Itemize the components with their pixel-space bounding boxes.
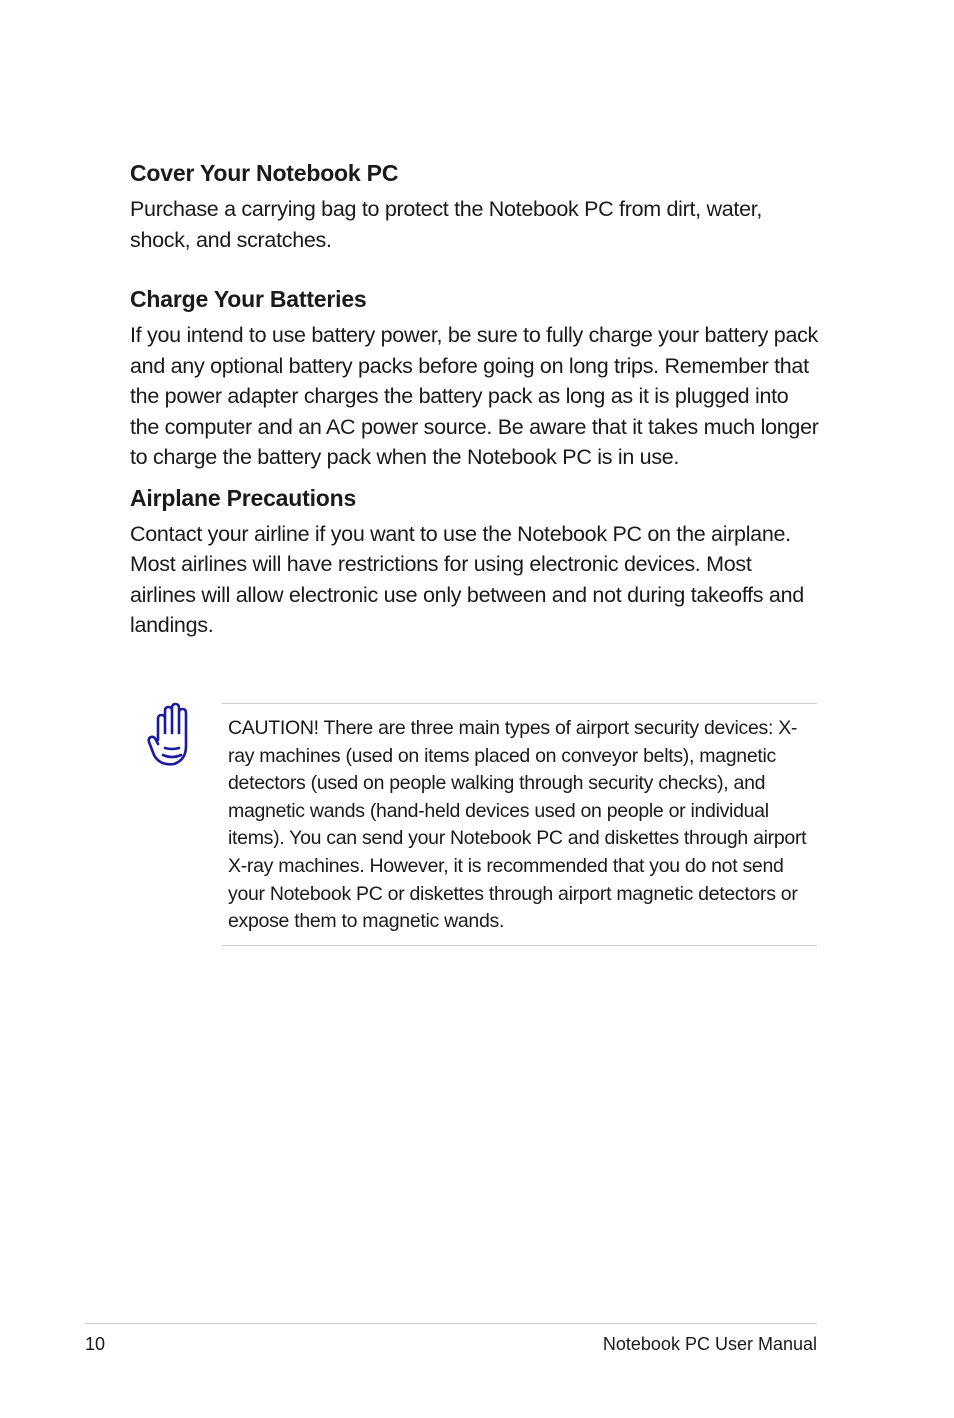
section-heading: Charge Your Batteries — [130, 286, 367, 312]
section-heading: Airplane Precautions — [130, 484, 357, 511]
caution-box — [222, 703, 817, 946]
footer-title: Notebook PC User Manual — [602, 1334, 817, 1354]
section-heading: Cover Your Notebook PC — [130, 160, 399, 186]
section-airplane-precautions — [130, 483, 820, 641]
section-cover-notebook — [130, 158, 820, 255]
main-content — [130, 158, 820, 641]
section-body: Contact your airline if you want to use the Notebook PC on the airplane. Most airlines will have restrictions for using electronic devices. Most airlines will allow electronic use only between and not during takeoffs and landings. — [130, 521, 804, 637]
section-body: If you intend to use battery power, be sure to fully charge your battery pack and any optional battery packs before going on long trips. Remember that the power adapter charges the battery pack as long as it is plugged into the computer and an AC power source. Be aware that it takes much longer to charge the battery pack when the Notebook PC is in use. — [130, 323, 819, 469]
caution-text: CAUTION! There are three main types of airport security devices: X-ray machines (used on items placed on conveyor belts), magnetic detectors (used on people walking through security checks), and magnetic wands (hand-held devices used on people or individual items). You can send your Notebook PC and diskettes through airport X-ray machines. However, it is recommended that you do not send your Notebook PC or diskettes through airport magnetic detectors or expose them to magnetic wands. — [228, 717, 807, 933]
section-body: Purchase a carrying bag to protect the Notebook PC from dirt, water, shock, and scratches. — [130, 197, 763, 252]
section-charge-batteries — [130, 284, 820, 473]
hand-stop-icon — [146, 702, 196, 768]
footer-divider — [85, 1323, 817, 1324]
page-number: 10 — [85, 1334, 106, 1354]
